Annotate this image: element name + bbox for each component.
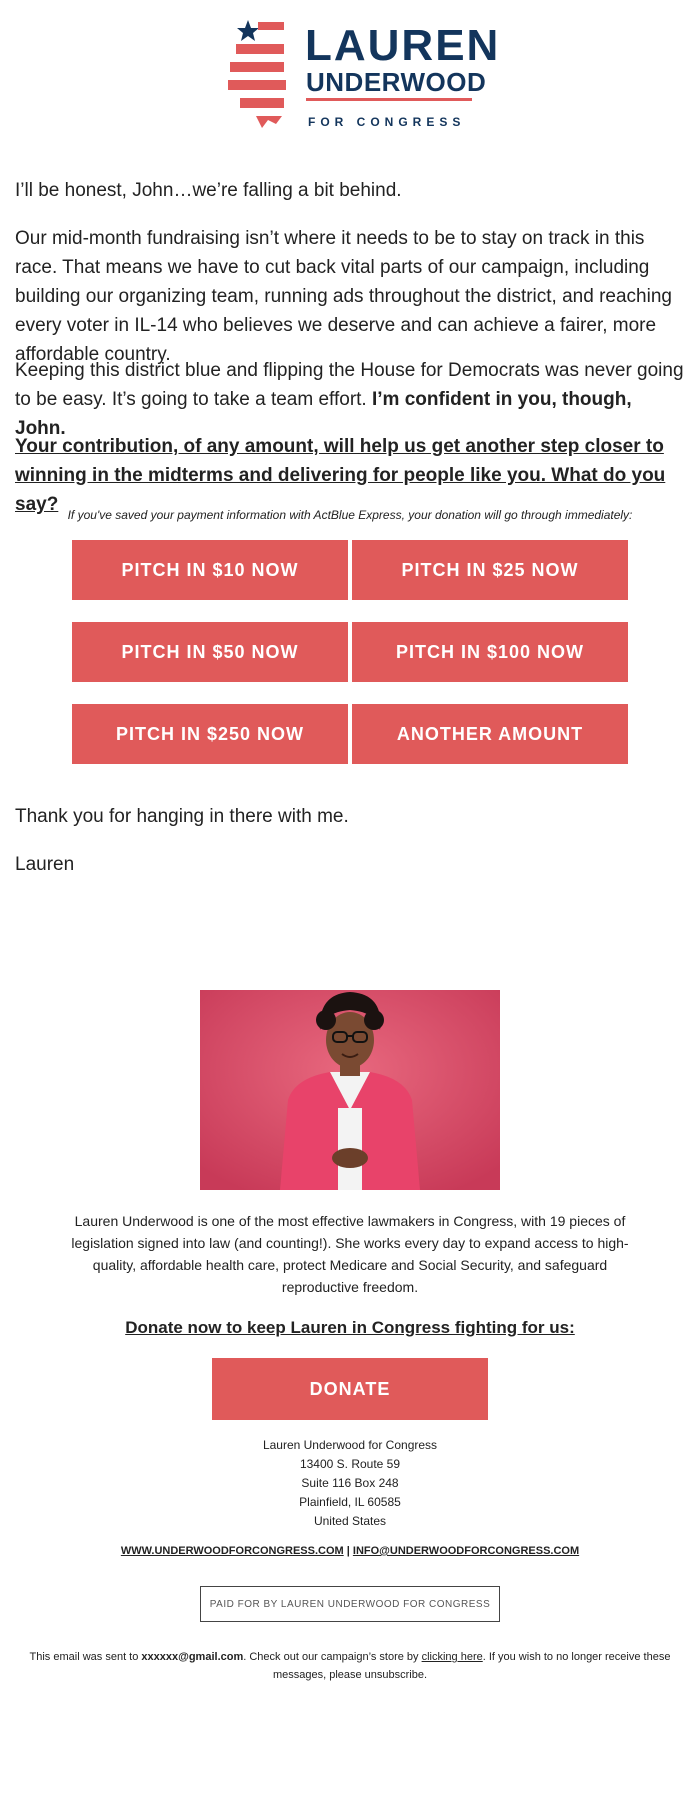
paragraph-fundraising: Our mid-month fundraising isn’t where it needs to be to stay on track in this race. That means we have to cut back vital parts of our campaign, including building our organizing team, running ads throughout the district, and reaching every voter in IL-14 who believes we deserve and can achieve a fairer, more affordable country. [15, 228, 672, 365]
website-link[interactable]: WWW.UNDERWOODFORCONGRESS.COM [120, 1545, 344, 1557]
thanks-line: Thank you for hanging in there with me. [15, 806, 349, 827]
logo-name-line1: LAUREN [305, 21, 501, 70]
footer-suffix: . If you wish to no longer receive these messages, please unsubscribe. [272, 1651, 671, 1681]
paragraph-team-effort [15, 356, 687, 443]
contribution-ask-link[interactable]: Your contribution, of any amount, will help us get another step closer to winning in the midterms and delivering for people like you. What do you say? [15, 436, 666, 515]
another-amount-button[interactable]: ANOTHER AMOUNT [352, 704, 628, 764]
link-separator: | [346, 1545, 350, 1557]
logo-tagline: FOR CONGRESS [308, 115, 466, 129]
contribution-ask[interactable] [15, 432, 687, 519]
mailing-address [0, 1436, 700, 1531]
paid-for-disclaimer: PAID FOR BY LAUREN UNDERWOOD FOR CONGRESS [200, 1586, 500, 1622]
candidate-photo [200, 990, 500, 1190]
address-line-4: Plainfield, IL 60585 [299, 1495, 401, 1509]
donate-button[interactable]: DONATE [212, 1358, 488, 1420]
opening-line: I’ll be honest, John…we’re falling a bit behind. [15, 180, 402, 201]
paragraph-team-effort-text: Keeping this district blue and flipping the House for Democrats was never going to be easy. It’s going to take a team effort. [15, 360, 684, 410]
address-line-2: 13400 S. Route 59 [299, 1457, 401, 1471]
address-line-1: Lauren Underwood for Congress [262, 1438, 438, 1452]
footer-middle: . Check out our campaign’s store by [243, 1651, 422, 1663]
footer-prefix: This email was sent to [29, 1651, 142, 1663]
email-footer [20, 1648, 680, 1684]
candidate-bio: Lauren Underwood is one of the most effective lawmakers in Congress, with 19 pieces of legislation signed into law (and counting!). She works every day to expand access to high-quality, affordable health care, protect Medicare and Social Security, and safeguard reproductive freedom. [71, 1213, 629, 1295]
recipient-email: xxxxxx@gmail.com [141, 1651, 244, 1663]
logo-name-line2: UNDERWOOD [306, 67, 487, 97]
pitch-in-100-button[interactable]: PITCH IN $100 NOW [352, 622, 628, 682]
email-link[interactable]: INFO@UNDERWOODFORCONGRESS.COM [352, 1545, 580, 1557]
signature: Lauren [15, 854, 75, 875]
pitch-in-10-button[interactable]: PITCH IN $10 NOW [72, 540, 348, 600]
pitch-in-25-button[interactable]: PITCH IN $25 NOW [352, 540, 628, 600]
footer-links [0, 1545, 700, 1557]
address-line-5: United States [313, 1514, 387, 1528]
illinois-flag-map-icon [0, 16, 700, 136]
actblue-express-note: If you've saved your payment information with ActBlue Express, your donation will go through immediately: [67, 508, 633, 522]
confident-text: I’m confident in you, though, John. [15, 389, 632, 439]
store-link[interactable]: clicking here [421, 1651, 483, 1663]
address-line-3: Suite 116 Box 248 [301, 1476, 399, 1490]
pitch-in-50-button[interactable]: PITCH IN $50 NOW [72, 622, 348, 682]
donate-now-link[interactable]: Donate now to keep Lauren in Congress fighting for us: [125, 1318, 575, 1337]
pitch-in-250-button[interactable]: PITCH IN $250 NOW [72, 704, 348, 764]
campaign-logo [0, 16, 700, 136]
